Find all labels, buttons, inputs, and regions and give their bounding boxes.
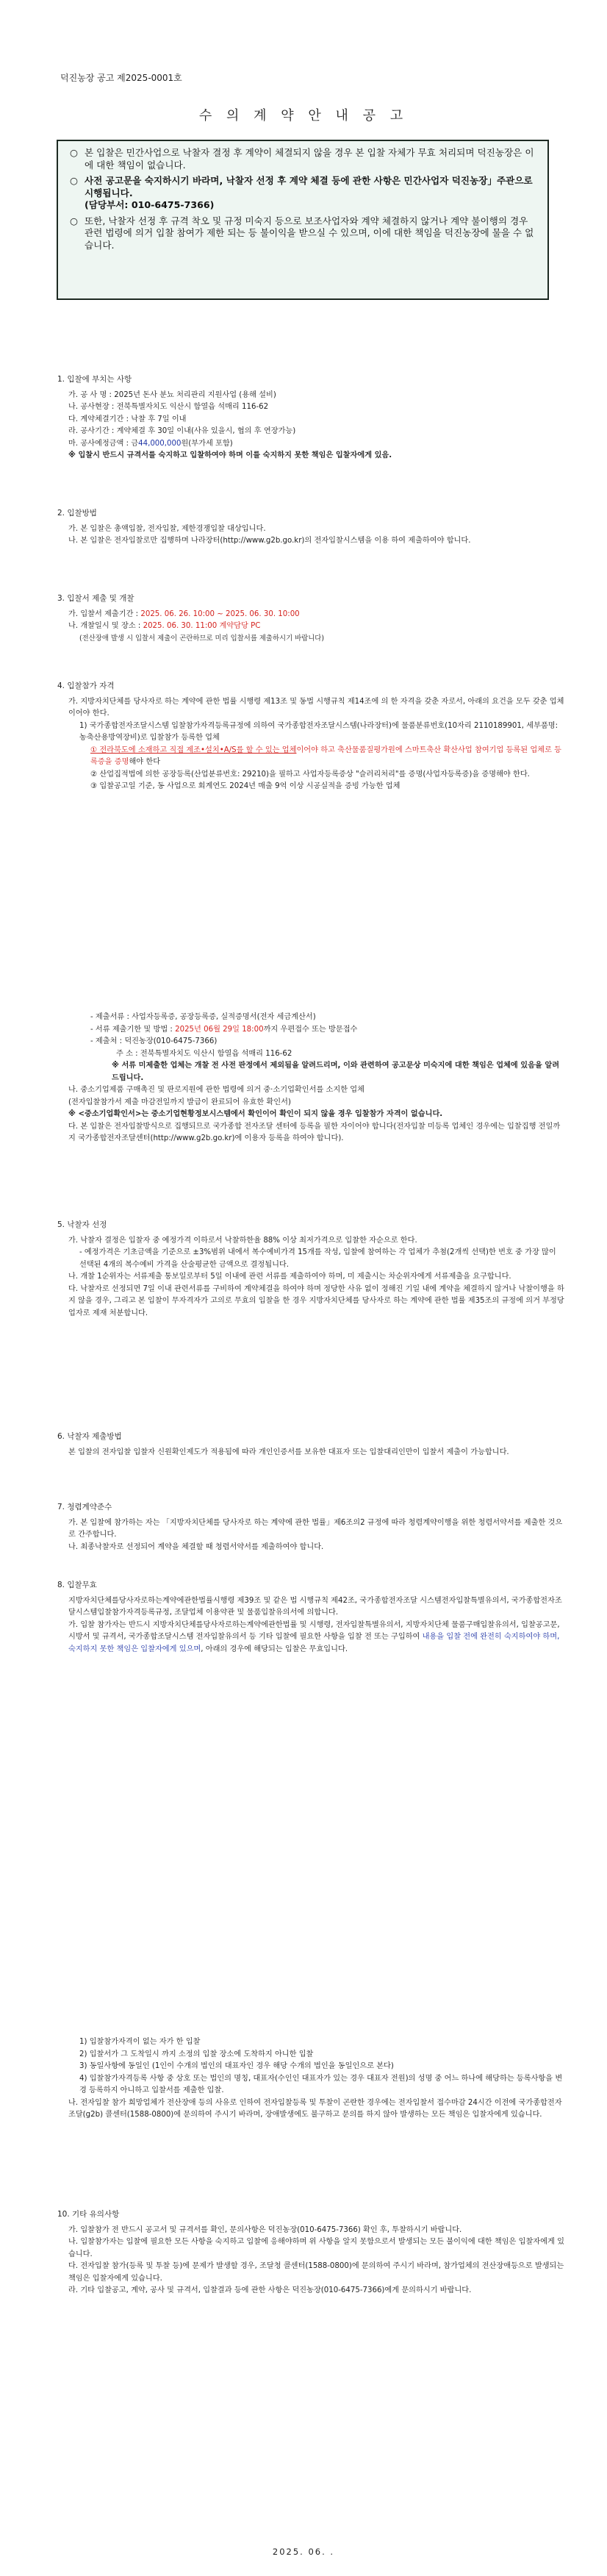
section-heading: 2. 입찰방법 [57, 509, 97, 518]
notice-number: 덕진농장 공고 제2025-0001호 [60, 73, 182, 83]
section-7: 7. 청렴계약준수 가. 본 입찰에 참가하는 자는 「지방자치단체를 당사자로 하는 계약에 관한 법률」제6조의2 규정에 따라 청렴계약이행을 위한 청렴서약서를 제출한 것으로 간주합니다. 나. 최종낙찰자로 선정되어 계약을 체결할 때 청렴서약서를 제출하여야 합니다. [57, 1501, 564, 1553]
budget-amount: 44,000,000 [138, 439, 182, 448]
warning-note: ※ <중소기업확인서>는 중소기업현황정보시스템에서 확인이어 확인이 되지 않을 경우 입찰참가 자격이 없습니다. [68, 1110, 443, 1118]
circle-bullet-icon: ○ [70, 175, 78, 186]
section-heading: 4. 입찰참가 자격 [57, 681, 115, 690]
qualification-1: ① 전라북도에 소재하고 직접 제조•설치•A/S를 할 수 있는 업체 [90, 745, 297, 754]
submission-period: 2025. 06. 26. 10:00 ~ 2025. 06. 30. 10:00 [140, 609, 300, 618]
section-heading: 3. 입찰서 제출 및 개찰 [57, 594, 134, 603]
section-3: 3. 입찰서 제출 및 개찰 가. 입찰서 제출기간 : 2025. 06. 26. 10:00 ~ 2025. 06. 30. 10:00 나. 개찰일시 및 장소 : 2025. 06. 30. 11:00 계약담당 PC (전산장애 발생 시 입찰서 제출이 곤란하므로 미리 입찰서를 제출하시기 바랍니다) [57, 593, 564, 645]
notice-box-item: ○ 사전 공고문을 숙지하시기 바라며, 낙찰자 선정 후 계약 체결 등에 관한 사항은 민간사업자 덕진농장」주관으로 시행됩니다. (담당부서: 010-6475-7366) [70, 175, 533, 210]
section-heading: 1. 입찰에 부치는 사항 [57, 375, 132, 384]
section-4-documents: - 제출서류 : 사업자등록증, 공장등록증, 실적증명서(전자 세금계산서) - 서류 제출기한 및 방법 : 2025년 06월 29일 18:00까지 우편접수 또는 방문접수 - 제출처 : 덕진농장(010-6475-7366) 주 소 : 전북특별자치도 익산시 함열읍 석매리 116-62 ※ 서류 미제출한 업체는 개찰 전 사전 판정에서 제외됨을 알려드리며, 이와 관련하여 공고문상 미숙지에 대한 책임은 업체에 있음을 알려드립니다. 나. 중소기업제품 구매촉진 및 판로지원에 관한 법령에 의거 중·소기업확인서를 소지한 업체 (전자입찰참가서 제출 마감전일까지 발급이 완료되어 유효한 확인서) ※ <중소기업확인서>는 중소기업현황정보시스템에서 확인이어 확인이 되지 않을 경우 입찰참가 자격이 없습니다. 다. 본 입찰은 전자입찰방식으로 집행되므로 국가종합 전자조달 센터에 등록을 필한 자이어야 합니다(전자입찰 미등록 업체인 경우에는 입찰집행 전일까지 국가종합전자조달센터(http://www.g2b.go.kr)에 이용자 등록을 하여야 합니다). [57, 1012, 564, 1145]
opening-datetime: 2025. 06. 30. 11:00 계약담당 PC [143, 622, 261, 630]
budget-line: 마. 공사예정금액 : 금44,000,000원(부가세 포함) [68, 439, 233, 448]
section-6: 6. 낙찰자 제출방법 본 입찰의 전자입찰 입찰자 신원확인제도가 적용됨에 따라 개인인증서를 보유한 대표자 또는 입찰대리인만이 입찰서 제출이 가능합니다. [57, 1431, 564, 1459]
contact-line: (담당부서: 010-6475-7366) [85, 199, 215, 210]
highlight-text: 내용을 입찰 전에 완전히 숙지하여야 하며, 숙지하지 못한 책임은 입찰자에게 있으며 [68, 1633, 560, 1653]
section-5: 5. 낙찰자 선정 가. 낙찰자 결정은 입찰자 중 예정가격 이하로서 낙찰하한율 88% 이상 최저가격으로 입찰한 자순으로 한다. - 예정가격은 기초금액을 기준으로 ±3%범위 내에서 복수예비가격 15개를 작성, 입찰에 참여하는 각 업체가 추첨(2개씩 선택)한 번호 중 가장 많이 선택된 4개의 복수예비 가격을 산술평균한 금액으로 결정됩니다. 나. 개찰 1순위자는 서류제출 통보일로부터 5일 이내에 관련 서류를 제출하여야 하며, 미 제출시는 차순위자에게 서류제출을 요구합니다. 다. 낙찰자로 선정되면 7일 이내 관련서류를 구비하여 계약체결을 하여야 하며 정당한 사유 없이 정해진 기일 내에 계약을 체결하지 않거나 낙찰이행을 하지 않을 경우, 그리고 본 입찰이 무자격자가 고의로 무효의 입찰을 한 경우 지방자치단체를 당사자로 하는 계약에 관한 법률 제35조의 규정에 의거 부정당업자로 제재 처분합니다. [57, 1220, 564, 1317]
notice-box [57, 140, 549, 300]
section-4: 4. 입찰참가 자격 가. 지방자치단체를 당사자로 하는 계약에 관한 법률 시행령 제13조 및 동법 시행규칙 제14조에 의 한 자격을 갖춘 자로서, 아래의 요건을 모두 갖춘 업체이어야 한다. 1) 국가종합전자조달시스템 입찰참가자격등록규정에 의하여 국가종합전자조달시스템(나라장터)에 물품분류번호(10자리 2110189901, 세부품명: 농축산용방역장비)로 입찰참가 등록한 업체 ① 전라북도에 소재하고 직접 제조•설치•A/S를 할 수 있는 업체이어야 하고 축산물품질평가원에 스마트축산 확산사업 참여기업 등록된 업체로 등록증을 증명해야 한다 ② 산업집적법에 의한 공장등록(산업분류번호: 29210)을 필하고 사업자등록증상 "슬러리처리"를 증명(사업자등록증)을 증명해야 한다. ③ 입찰공고일 기준, 동 사업으로 회계연도 2024년 매출 9억 이상 시공실적을 증빙 가능한 업체 [57, 681, 564, 790]
document-deadline: 2025년 06월 29일 18:00 [175, 1025, 264, 1034]
notice-box-item: ○ 본 입찰은 민간사업으로 낙찰자 결정 후 계약이 체결되지 않을 경우 본 입찰 자체가 무효 처리되며 덕진농장은 이에 대한 책임이 없습니다. [70, 147, 534, 171]
section-1: 1. 입찰에 부치는 사항 가. 공 사 명 : 2025년 돈사 분뇨 처리관리 지원사업 (용해 설비) 나. 공사현장 : 전북특별자치도 익산시 함열읍 석매리 116-62 다. 계약체결기간 : 낙찰 후 7일 이내 라. 공사기간 : 계약체결 후 30일 이내(사유 있을시, 협의 후 연장가능) 마. 공사예정금액 : 금44,000,000원(부가세 포함) ※ 입찰시 반드시 규격서를 숙지하고 입찰하여야 하며 이를 숙지하지 못한 책임은 입찰자에게 있음. [57, 373, 564, 462]
notice-box-item: ○ 또한, 낙찰자 선정 후 규격 착오 및 규정 미숙지 등으로 보조사업자와 계약 체결하지 않거나 계약 불이행의 경우 관련 법령에 의거 입찰 참여가 제한 되는 등 불이익을 받으실 수 있으며, 이에 대한 책임을 덕진농장에 물을 수 없습니다. [70, 215, 534, 251]
section-heading: 8. 입찰무효 [57, 1581, 97, 1589]
warning-note: ※ 서류 미제출한 업체는 개찰 전 사전 판정에서 제외됨을 알려드리며, 이와 관련하여 공고문상 미숙지에 대한 책임은 업체에 있음을 알려드립니다. [112, 1062, 560, 1082]
section-heading: 7. 청렴계약준수 [57, 1503, 112, 1511]
notice-date: 2025. 06. . [272, 2547, 335, 2557]
section-8-invalid-list: 1) 입찰참가자격이 없는 자가 한 입찰 2) 입찰서가 그 도착일시 까지 소정의 입찰 장소에 도착하지 아니한 입찰 3) 동일사항에 동일인 (1인이 수개의 법인의 대표자인 경우 해당 수개의 법인을 동일인으로 본다) 4) 입찰참가자격등록 사항 중 상호 또는 법인의 명칭, 대표자(수인인 대표자가 있는 경우 대표자 전원)의 성명 중 어느 하나에 해당하는 등록사항을 변경 등록하지 아니하고 입찰서를 제출한 입찰. 나. 전자입찰 참가 희망업체가 전산장애 등의 사유로 인하여 전자입찰등록 및 투찰이 곤란한 경우에는 전자입찰서 접수마감 24시간 이전에 국가종합전자조달(g2b) 콜센터(1588-0800)에 문의하여 주시기 바라며, 장애발생에도 불구하고 문의를 하지 않아 발생하는 모든 책임은 입찰자에게 있습니다. [68, 2038, 563, 2119]
page-title: 수 의 계 약 안 내 공 고 [198, 108, 409, 124]
circle-bullet-icon: ○ [70, 215, 78, 226]
section-heading: 10. 기타 유의사항 [57, 2210, 120, 2219]
warning-note: ※ 입찰시 반드시 규격서를 숙지하고 입찰하여야 하며 이를 숙지하지 못한 책임은 입찰자에게 있음. [68, 451, 392, 459]
section-2: 2. 입찰방법 가. 본 입찰은 총액입찰, 전자입찰, 제한경쟁입찰 대상입니다. 나. 본 입찰은 전자입찰로만 집행하며 나라장터(http://www.g2b.go.kr)의 전자입찰시스템을 이용 하여 제출하여야 합니다. [57, 507, 564, 548]
circle-bullet-icon: ○ [70, 147, 78, 158]
section-8: 8. 입찰무효 지방자치단체를당사자로하는계약에관한법률시행령 제39조 및 같은 법 시행규칙 제42조, 국가종합전자조달 시스템전자입찰특별유의서, 국가종합전자조달시스템입찰참가자격등록규정, 조달업체 이용약관 및 물품입찰유의서에 의합니다. 가. 입찰 참가자는 반드시 지방자치단체를당사자로하는계약에관한법률 및 시행령, 전자입찰특별유의서, 지방자치단체 물품구매입찰유의서, 입찰공고문, 시방서 및 규격서, 국가종합조달시스템 전자입찰유의서 등 기타 입찰에 필요한 사항을 입찰 전 또는 구입하여 내용을 입찰 전에 완전히 숙지하여야 하며, 숙지하지 못한 책임은 입찰자에게 있으며, 아래의 경우에 해당되는 입찰은 무효입니다. [57, 1579, 564, 1656]
section-heading: 6. 낙찰자 제출방법 [57, 1432, 122, 1441]
section-heading: 5. 낙찰자 선정 [57, 1220, 107, 1229]
section-10: 10. 기타 유의사항 가. 입찰참가 전 반드시 공고서 및 규격서를 확인, 문의사항은 덕진농장(010-6475-7366) 확인 후, 투찰하시기 바랍니다. 나. 입찰참가자는 입찰에 필요한 모든 사항을 숙지하고 입찰에 응해야하며 위 사항을 알지 못함으로서 발생되는 모든 불이익에 대한 책임은 입찰자에게 있습니다. 다. 전자입찰 참가(등록 및 투찰 등)에 문제가 발생할 경우, 조달청 콜센터(1588-0800)에 문의하여 주시기 바라며, 참가업체의 전산장애등으로 발생되는 책임은 입찰자에게 있습니다. 라. 기타 입찰공고, 계약, 공사 및 규격서, 입찰결과 등에 관한 사항은 덕진농장(010-6475-7366)에게 문의하시기 바랍니다. [57, 2210, 564, 2294]
